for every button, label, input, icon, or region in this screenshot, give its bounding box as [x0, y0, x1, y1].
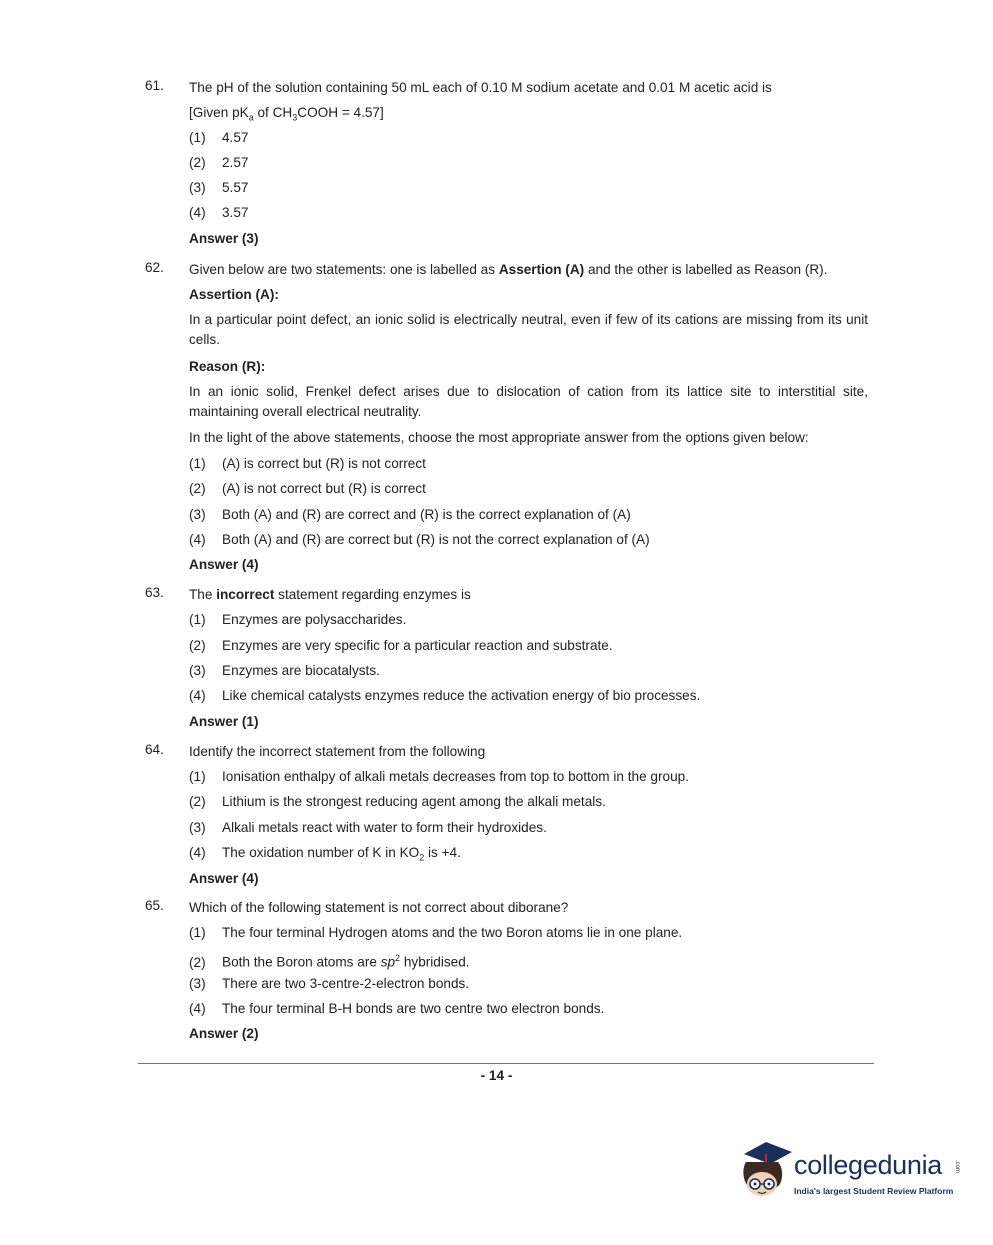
logo-tagline: India's largest Student Review Platform: [794, 1186, 954, 1196]
question-stem: Which of the following statement is not correct about diborane?: [189, 900, 569, 915]
footer-divider: [138, 1063, 874, 1064]
instruction: In the light of the above statements, choose the most appropriate answer from the options given below:: [189, 430, 809, 445]
question-number: 63.: [145, 585, 164, 600]
option-2: (2) Enzymes are very specific for a particular reaction and substrate.: [189, 638, 613, 653]
question-number: 64.: [145, 742, 164, 757]
question-stem: Given below are two statements: one is labelled as Assertion (A) and the other is labelled as Reason (R).: [189, 262, 828, 277]
page-number: - 14 -: [480, 1068, 513, 1083]
option-3: (3) There are two 3-centre-2-electron bonds.: [189, 976, 470, 991]
question-number: 62.: [145, 260, 164, 275]
option-3: (3) Both (A) and (R) are correct and (R) is the correct explanation of (A): [189, 507, 631, 522]
answer: Answer (4): [189, 557, 259, 572]
assertion-text: In a particular point defect, an ionic solid is electrically neutral, even if few of its cations are missing from its unit cells.: [189, 312, 868, 347]
answer: Answer (3): [189, 231, 259, 246]
student-mascot-icon: [736, 1138, 796, 1208]
option-2: (2) (A) is not correct but (R) is correct: [189, 481, 426, 496]
option-4: (4) Both (A) and (R) are correct but (R) is not the correct explanation of (A): [189, 532, 650, 547]
option-1: (1) Ionisation enthalpy of alkali metals decreases from top to bottom in the group.: [189, 769, 689, 784]
logo-suffix: .com: [954, 1160, 960, 1174]
option-3: (3) Enzymes are biocatalysts.: [189, 663, 380, 678]
collegedunia-logo: [736, 1138, 966, 1208]
option-2: (2) Lithium is the strongest reducing agent among the alkali metals.: [189, 794, 606, 809]
question-stem: The incorrect statement regarding enzymes is: [189, 587, 471, 602]
reason-label: Reason (R):: [189, 359, 266, 374]
option-2: (2) 2.57: [189, 155, 249, 170]
option-1: (1) 4.57: [189, 130, 249, 145]
option-3: (3) Alkali metals react with water to form their hydroxides.: [189, 820, 547, 835]
option-1: (1) Enzymes are polysaccharides.: [189, 612, 407, 627]
option-4: (4) The four terminal B-H bonds are two centre two electron bonds.: [189, 1001, 605, 1016]
answer: Answer (4): [189, 871, 259, 886]
reason-text: In an ionic solid, Frenkel defect arises due to dislocation of cation from its lattice site to interstitial site, maintaining overall electrical neutrality.: [189, 384, 868, 419]
option-4: (4) The oxidation number of K in $KO_2$ is +4.: [189, 845, 461, 863]
option-3: (3) 5.57: [189, 180, 249, 195]
question-number: 61.: [145, 78, 164, 93]
option-1: (1) (A) is correct but (R) is not correct: [189, 456, 426, 471]
given-data: [Given $pK_a$ of $CH_3COOH = 4.57$]: [189, 105, 384, 123]
question-stem: The pH of the solution containing 50 mL each of 0.10 M sodium acetate and 0.01 M acetic acid is: [189, 80, 772, 95]
logo-wordmark: collegedunia: [794, 1150, 943, 1180]
question-number: 65.: [145, 898, 164, 913]
option-4: (4) 3.57: [189, 205, 249, 220]
answer: Answer (1): [189, 714, 259, 729]
answer: Answer (2): [189, 1026, 259, 1041]
option-4: (4) Like chemical catalysts enzymes reduce the activation energy of bio processes.: [189, 688, 701, 703]
question-stem: Identify the incorrect statement from the following: [189, 744, 486, 759]
assertion-label: Assertion (A):: [189, 287, 279, 302]
option-2: (2) Both the Boron atoms are $sp^2$ hybridised.: [189, 953, 470, 970]
option-1: (1) The four terminal Hydrogen atoms and the two Boron atoms lie in one plane.: [189, 925, 683, 940]
